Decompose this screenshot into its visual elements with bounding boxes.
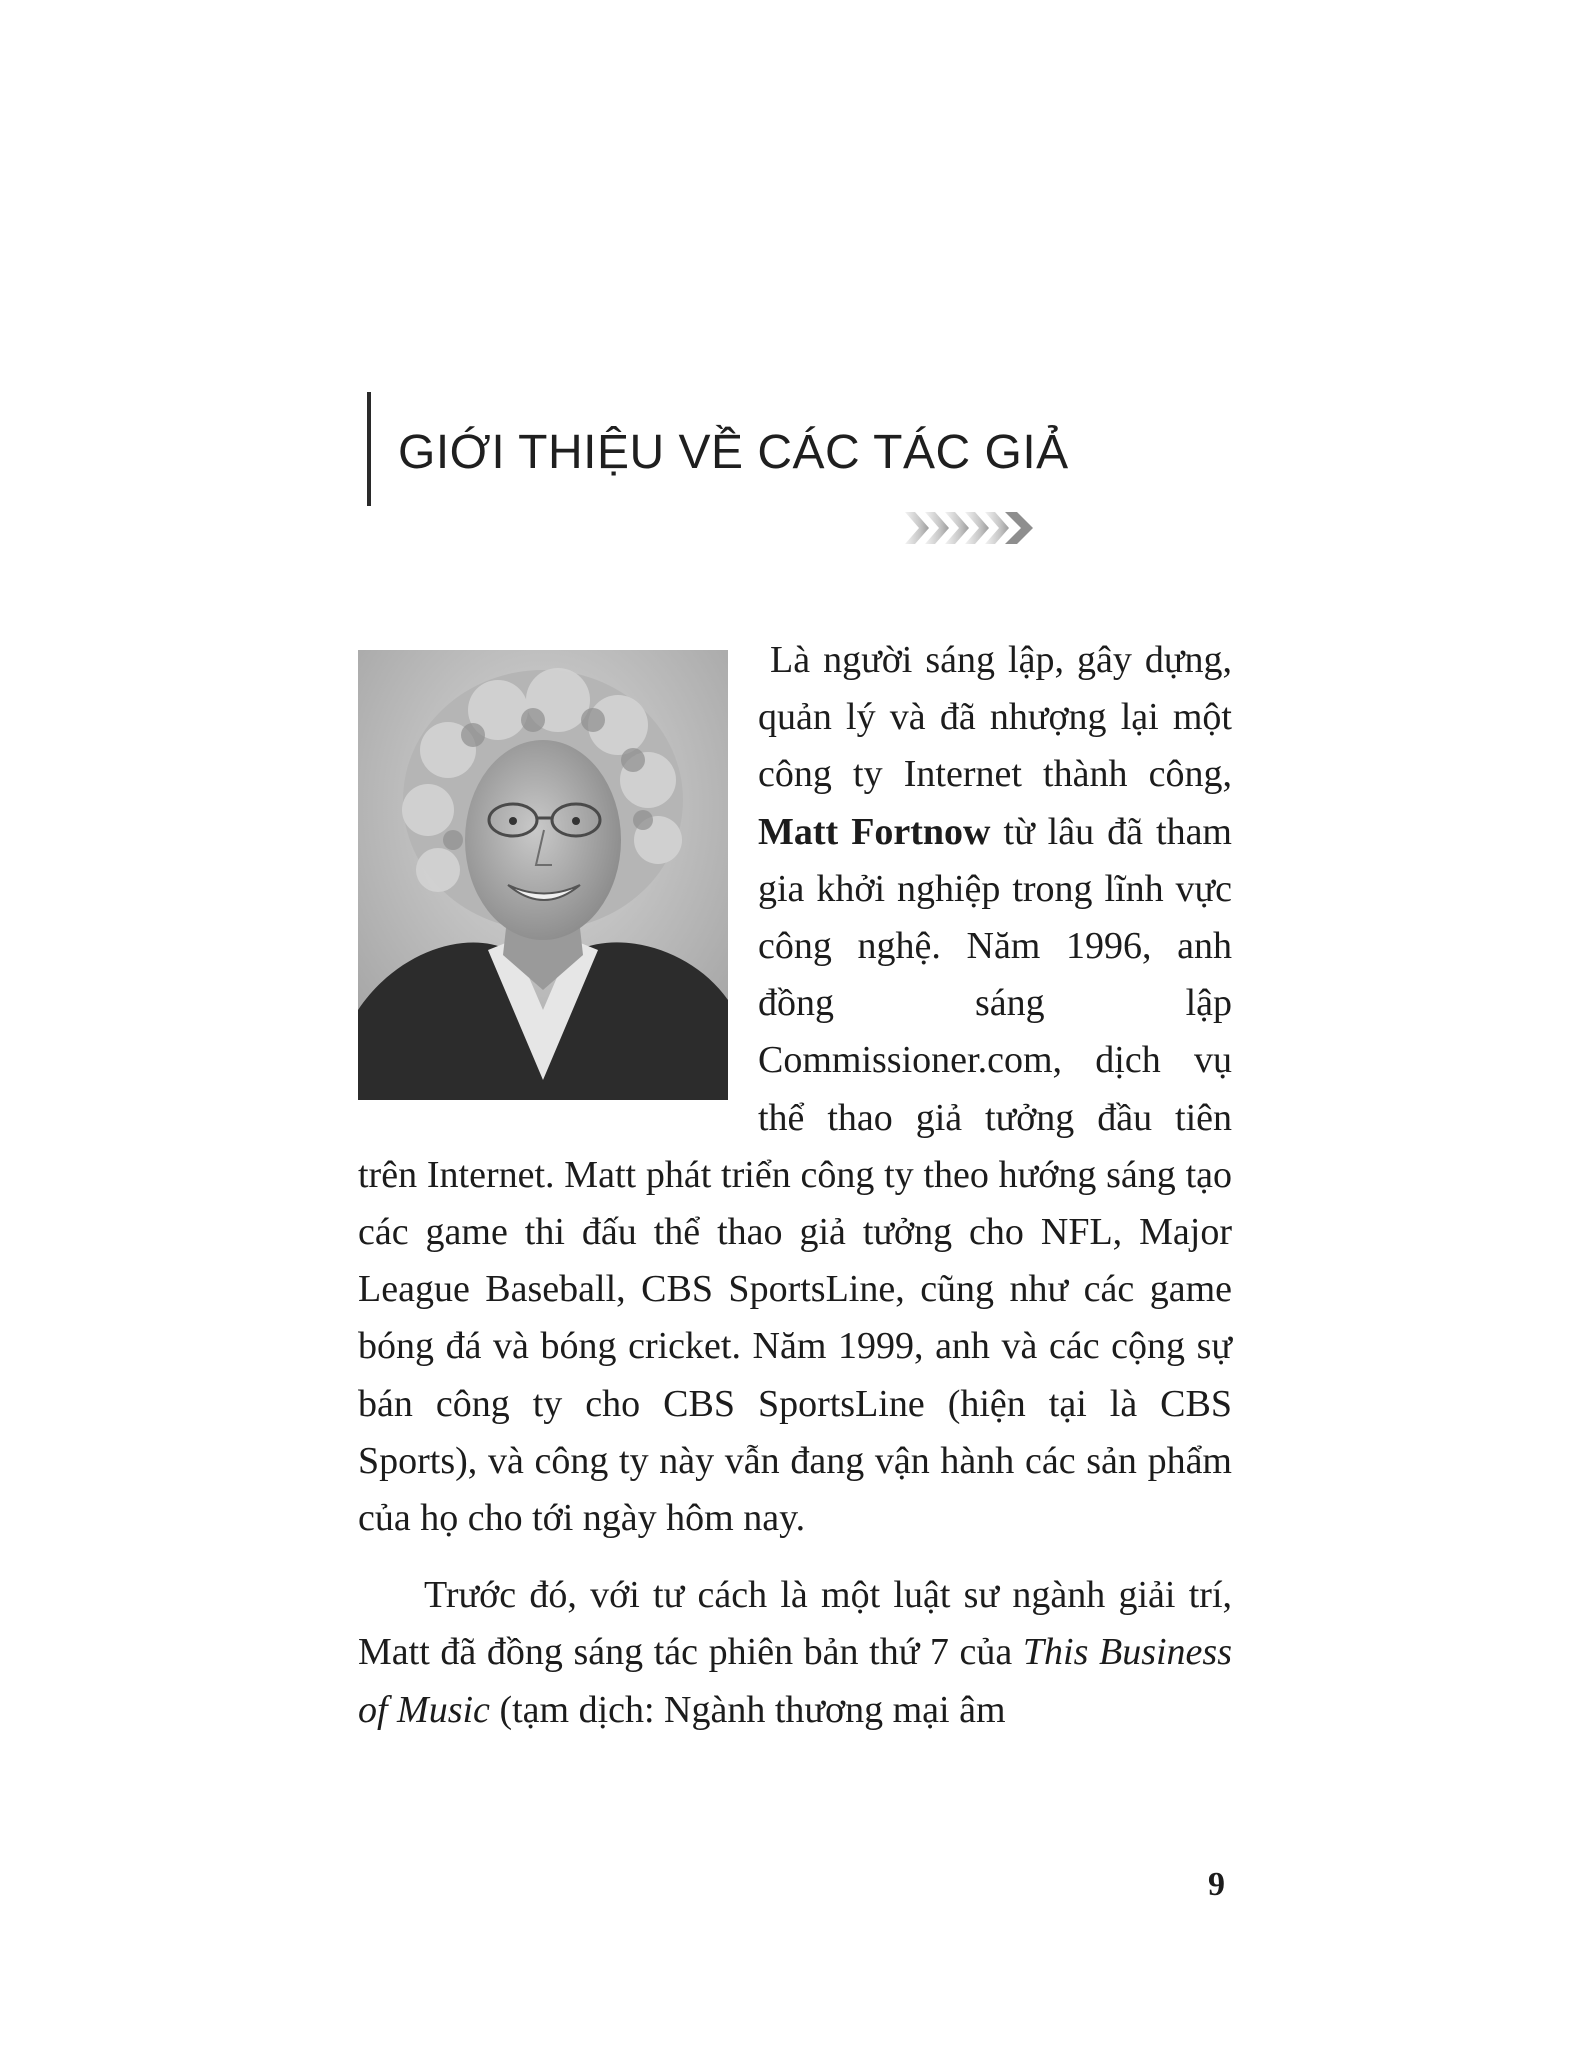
- bio-paragraph-1: [358, 632, 1232, 1547]
- bio-p2-lead-text: Trước đó, với tư cách là một luật sư ngành giải trí, Matt đã đồng sáng tác phiên bản thứ 7 của: [358, 1574, 1232, 1674]
- book-title: This Business of Music: [358, 1631, 1232, 1731]
- page-title: GIỚI THIỆU VỀ CÁC TÁC GIẢ: [398, 426, 1069, 479]
- author-bio: [358, 632, 1232, 1739]
- bio-p2-rest-text: (tạm dịch: Ngành thương mại âm: [489, 1688, 1006, 1731]
- bio-lead-text: Là người sáng lập, gây dựng, quản lý và đã nhượng lại một công ty Internet thành công,: [758, 639, 1232, 796]
- heading-rule: [367, 392, 371, 506]
- page-number: 9: [1208, 1866, 1225, 1903]
- photo-wrap-space: [358, 632, 758, 1116]
- chevron-arrows-icon: [905, 510, 1050, 546]
- bio-paragraph-2: [358, 1567, 1232, 1739]
- author-name: Matt Fortnow: [758, 810, 991, 853]
- bio-body-text: từ lâu đã tham gia khởi nghiệp trong lĩnh vực công nghệ. Năm 1996, anh đồng sáng lập Commissioner.com, dịch vụ thể thao giả tưởng đầu tiên trên Internet. Matt phát triển công ty theo hướng sáng tạo các game thi đấu thể thao giả tưởng cho NFL, Major League Baseball, CBS SportsLine, cũng như các game bóng đá và bóng cricket. Năm 1999, anh và các cộng sự bán công ty cho CBS SportsLine (hiện tại là CBS Sports), và công ty này vẫn đang vận hành các sản phẩm của họ cho tới ngày hôm nay.: [358, 810, 1232, 1540]
